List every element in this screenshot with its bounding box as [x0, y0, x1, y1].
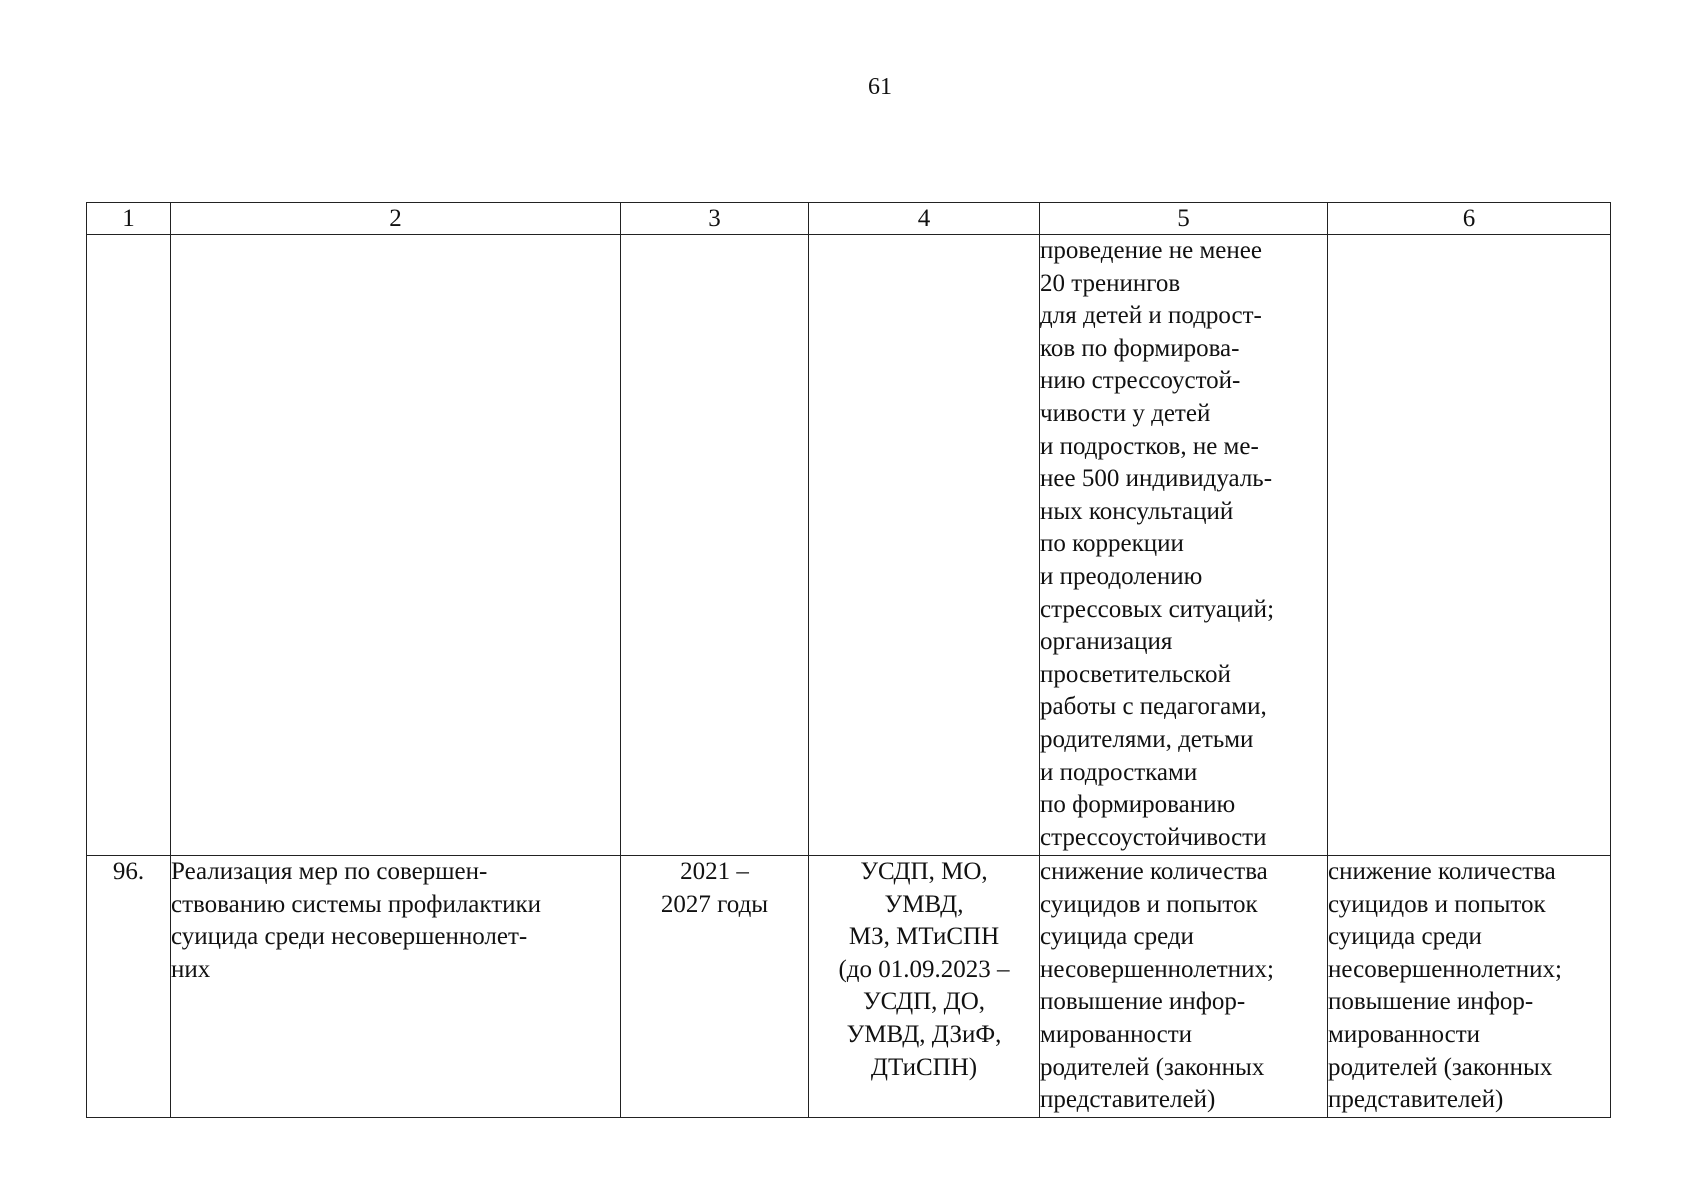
text-line: организация	[1040, 628, 1173, 656]
text-line: суицида среди	[1040, 923, 1194, 951]
text-line: ствованию системы профилактики	[171, 890, 542, 918]
continuation-row	[87, 235, 1611, 856]
text-line: мированности	[1040, 1020, 1193, 1048]
text-line: родителей (законных	[1328, 1053, 1553, 1081]
text-line: 2027 годы	[660, 890, 769, 918]
text-line: 20 тренингов	[1040, 269, 1181, 297]
text-line: Реализация мер по совершен-	[171, 858, 488, 885]
text-line: представителей)	[1328, 1086, 1504, 1114]
cont-cell-3	[621, 235, 809, 856]
cont-cell-1	[87, 235, 171, 856]
text-line: проведение не менее	[1040, 237, 1262, 264]
text-line: и подростков, не ме-	[1040, 432, 1259, 460]
text-line: родителей (законных	[1040, 1053, 1265, 1081]
table-row-96	[87, 856, 1611, 1118]
text-line: повышение инфор-	[1328, 988, 1534, 1016]
cont-cell-2	[171, 235, 621, 856]
header-col-3: 3	[621, 203, 809, 235]
text-line: нее 500 индивидуаль-	[1040, 465, 1273, 493]
cont-cell-5-results	[1040, 235, 1328, 856]
text-line: нию стрессоустой-	[1040, 367, 1241, 395]
text-line: стрессовых ситуаций;	[1040, 595, 1275, 623]
text-line: УМВД,	[884, 890, 964, 918]
text-line: родителями, детьми	[1040, 725, 1254, 753]
header-col-2: 2	[171, 203, 621, 235]
text-line: них	[171, 955, 211, 983]
cont-cell-6	[1328, 235, 1611, 856]
text-line: суицидов и попыток	[1328, 890, 1546, 918]
row-number: 96.	[87, 856, 171, 1118]
text-line: по коррекции	[1040, 530, 1184, 558]
text-line: для детей и подрост-	[1040, 302, 1262, 330]
text-line: мированности	[1328, 1020, 1481, 1048]
text-line: по формированию	[1040, 791, 1236, 819]
header-col-5: 5	[1040, 203, 1328, 235]
text-line: (до 01.09.2023 –	[838, 955, 1010, 983]
text-line: и преодолению	[1040, 562, 1203, 590]
measure-name	[171, 856, 621, 1118]
text-line: повышение инфор-	[1040, 988, 1246, 1016]
text-line: и подростками	[1040, 758, 1198, 786]
text-line: суицида среди несовершеннолет-	[171, 923, 528, 951]
measures-table	[86, 202, 1611, 1118]
header-col-6: 6	[1328, 203, 1611, 235]
text-line: УСДП, ДО,	[862, 988, 986, 1016]
text-line: просветительской	[1040, 660, 1231, 688]
text-line: стрессоустойчивости	[1040, 823, 1267, 851]
text-line: ных консультаций	[1040, 497, 1234, 525]
text-line: УСДП, МО,	[860, 858, 988, 885]
header-row	[87, 203, 1611, 235]
text-line: суицида среди	[1328, 923, 1482, 951]
page-number: 61	[868, 74, 892, 100]
header-col-4: 4	[809, 203, 1040, 235]
cont-cell-4	[809, 235, 1040, 856]
result-col-5	[1040, 856, 1328, 1118]
text-line: УМВД, ДЗиФ,	[846, 1020, 1002, 1048]
text-line: несовершеннолетних;	[1328, 955, 1562, 983]
executors	[809, 856, 1040, 1118]
text-line: работы с педагогами,	[1040, 693, 1267, 721]
text-line: снижение количества	[1040, 858, 1268, 885]
text-line: суицидов и попыток	[1040, 890, 1258, 918]
text-line: снижение количества	[1328, 858, 1556, 885]
text-line: чивости у детей	[1040, 399, 1211, 427]
text-line: представителей)	[1040, 1086, 1216, 1114]
period	[621, 856, 809, 1118]
text-line: несовершеннолетних;	[1040, 955, 1274, 983]
text-line: МЗ, МТиСПН	[848, 923, 1000, 951]
text-line: ков по формирова-	[1040, 334, 1240, 362]
text-line: 2021 –	[680, 858, 749, 885]
header-col-1: 1	[87, 203, 171, 235]
text-line: ДТиСПН)	[870, 1053, 978, 1081]
result-col-6	[1328, 856, 1611, 1118]
